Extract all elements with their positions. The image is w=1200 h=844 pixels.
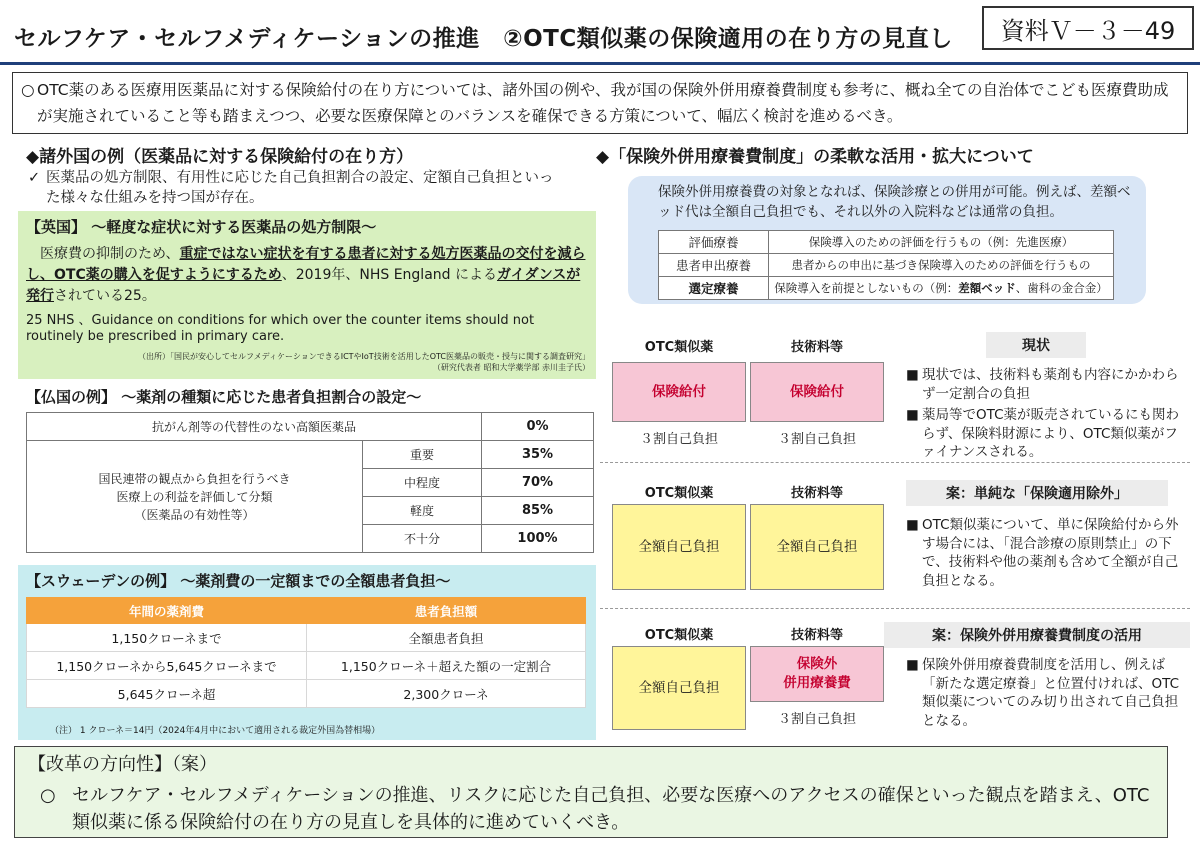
intro-bullet: ○ bbox=[21, 81, 35, 99]
scenario-1-otc-sub: ３割自己負担 bbox=[639, 432, 718, 447]
scenario-3-tech-line-1: 保険外 bbox=[796, 656, 838, 672]
scenario-2-tech-cell: 全額自己負担 bbox=[750, 504, 884, 590]
sweden-burden: 全額患者負担 bbox=[307, 624, 586, 652]
mixed-care-table bbox=[658, 230, 1114, 300]
square-bullet-icon: ■ bbox=[906, 367, 919, 383]
france-level: 軽度 bbox=[363, 497, 482, 525]
sweden-table bbox=[26, 597, 586, 708]
intro-text: OTC薬のある医療用医薬品に対する保険給付の在り方については、諸外国の例や、我が国の保険外併用療養費制度も参考に、概ね全ての自治体でこども医療費助成が実施されていること等も踏まえつつ、必要な医療保障とのバランスを確保できる方策について、幅広く検討を進めるべき。 bbox=[37, 81, 1169, 125]
france-level: 重要 bbox=[363, 441, 482, 469]
check-icon: ✓ bbox=[28, 170, 41, 186]
scenario-3-title: 案：保険外併用療養費制度の活用 bbox=[884, 622, 1190, 648]
scenario-2-bullet-text: OTC類似薬について、単に保険給付から外す場合には、「混合診療の原則禁止」の下で、技術料や他の薬剤も含めて全額が自己負担となる。 bbox=[922, 517, 1179, 589]
page-title: セルフケア・セルフメディケーションの推進 ②OTC類似薬の保険適用の在り方の見直し bbox=[14, 26, 953, 52]
france-rate: 85% bbox=[482, 497, 594, 525]
square-bullet-icon: ■ bbox=[906, 407, 919, 423]
scenario-2-col-otc: OTC類似薬 bbox=[644, 486, 714, 501]
france-rate: 35% bbox=[482, 441, 594, 469]
reform-heading: 【改革の方向性】（案） bbox=[28, 754, 217, 775]
table-row bbox=[27, 680, 586, 708]
france-group-line-3: （医薬品の有効性等） bbox=[134, 507, 255, 522]
uk-source-line-2: （研究代表者 昭和大学薬学部 赤川圭子氏） bbox=[432, 363, 590, 372]
scenario-1-bullet bbox=[906, 406, 1184, 462]
scenario-3-bullet-text: 保険外併用療養費制度を活用し、例えば「新たな選定療養」と位置付ければ、OTC類似薬についてのみ切り出されて自己負担となる。 bbox=[922, 657, 1180, 729]
table-row bbox=[659, 277, 1114, 300]
sweden-burden: 1,150クローネ＋超えた額の一定割合 bbox=[307, 652, 586, 680]
sweden-burden: 2,300クローネ bbox=[307, 680, 586, 708]
table-row bbox=[27, 652, 586, 680]
france-group-label bbox=[27, 441, 363, 553]
uk-body bbox=[26, 244, 592, 307]
care-desc-bold: 差額ベッド bbox=[958, 281, 1016, 295]
care-kind: 選定療養 bbox=[659, 277, 769, 300]
table-header-row bbox=[27, 598, 586, 624]
foreign-summary-text: 医薬品の処方制限、有用性に応じた自己負担割合の設定、定額自己負担といった様々な仕組みを持つ国が存在。 bbox=[46, 170, 554, 206]
table-row bbox=[659, 254, 1114, 277]
scenario-1-bullet bbox=[906, 366, 1184, 403]
scenario-divider bbox=[600, 462, 1190, 463]
scenario-3-otc-cell: 全額自己負担 bbox=[612, 646, 746, 730]
scenario-3-col-tech: 技術料等 bbox=[790, 628, 843, 643]
care-desc: 保険導入のための評価を行うもの（例：先進医療） bbox=[769, 231, 1114, 254]
scenario-1-tech-sub: ３割自己負担 bbox=[777, 432, 856, 447]
mixed-care-text: 保険外併用療養費の対象となれば、保険診療との併用が可能。例えば、差額ベッド代は全額自己負担でも、それ以外の入院料などは通常の負担。 bbox=[658, 184, 1131, 220]
france-level: 中程度 bbox=[363, 469, 482, 497]
table-row bbox=[659, 231, 1114, 254]
scenario-3-bullet bbox=[906, 656, 1186, 730]
foreign-examples-summary bbox=[28, 168, 566, 208]
title-divider bbox=[0, 62, 1200, 65]
scenario-2-col-tech: 技術料等 bbox=[790, 486, 843, 501]
sweden-cost: 1,150クローネから5,645クローネまで bbox=[27, 652, 307, 680]
table-row bbox=[27, 441, 594, 469]
scenario-1-col-tech: 技術料等 bbox=[790, 340, 843, 355]
france-table bbox=[26, 412, 594, 553]
france-top-value: 0% bbox=[482, 413, 594, 441]
square-bullet-icon: ■ bbox=[906, 517, 919, 533]
france-rate: 100% bbox=[482, 525, 594, 553]
reform-text: セルフケア・セルフメディケーションの推進、リスクに応じた自己負担、必要な医療へのアクセスの確保といった観点を踏まえ、OTC類似薬に係る保険給付の在り方の見直しを具体的に進めていくべき。 bbox=[72, 785, 1150, 833]
uk-body-bold-1: 重症ではない症状を有する患者に対する処方医薬品の交付を減らし、OTC薬の購入を促すようにするため bbox=[26, 246, 586, 283]
scenario-2-bullet bbox=[906, 516, 1186, 590]
scenario-divider bbox=[600, 608, 1190, 609]
scenario-1-col-otc: OTC類似薬 bbox=[644, 340, 714, 355]
france-group-line-1: 国民連帯の観点から負担を行うべき bbox=[98, 471, 291, 486]
sweden-cost: 5,645クローネ超 bbox=[27, 680, 307, 708]
table-row bbox=[27, 413, 594, 441]
care-desc-part-2: 、歯科の金合金） bbox=[1015, 281, 1108, 295]
care-kind: 評価療養 bbox=[659, 231, 769, 254]
scenario-2-otc-cell: 全額自己負担 bbox=[612, 504, 746, 590]
square-bullet-icon: ■ bbox=[906, 657, 919, 673]
scenario-1-bullet-text: 現状では、技術料も薬剤も内容にかかわらず一定割合の負担 bbox=[922, 367, 1179, 402]
table-row bbox=[27, 624, 586, 652]
scenario-1-tech-cell: 保険給付 bbox=[750, 362, 884, 422]
reform-body bbox=[40, 782, 1160, 836]
scenario-1-bullet-text: 薬局等でOTC薬が販売されているにも関わらず、保険料財源により、OTC類似薬がファイナンスされる。 bbox=[922, 407, 1180, 460]
care-desc-part-1: 保険導入を前提としないもの（例： bbox=[774, 281, 959, 295]
foreign-examples-heading: ◆諸外国の例（医薬品に対する保険給付の在り方） bbox=[26, 147, 414, 167]
uk-body-text-1: 医療費の抑制のため、 bbox=[40, 246, 180, 262]
uk-source-line-1: （出所）「国民が安心してセルフメディケーションできるICTやIoT技術を活用したOTC医薬品の販売・授与に関する調査研究」 bbox=[138, 352, 590, 361]
care-desc: 患者からの申出に基づき保険導入のための評価を行うもの bbox=[769, 254, 1114, 277]
uk-heading: 【英国】 ～軽度な症状に対する医薬品の処方制限～ bbox=[26, 218, 377, 236]
reform-bullet: ○ bbox=[40, 785, 56, 806]
sweden-col-burden: 患者負担額 bbox=[307, 598, 586, 624]
uk-body-text-3: されている25。 bbox=[54, 288, 156, 304]
uk-body-text-2: 、2019年、NHS England による bbox=[281, 267, 497, 283]
document-id-badge: 資料Ｖ－３－49 bbox=[982, 6, 1194, 50]
sweden-heading: 【スウェーデンの例】 ～薬剤費の一定額までの全額患者負担～ bbox=[26, 572, 451, 590]
uk-source bbox=[130, 351, 590, 373]
scenario-3-tech-cell bbox=[750, 646, 884, 702]
scenario-3-tech-sub: ３割自己負担 bbox=[777, 712, 856, 727]
scenario-3-tech-line-2: 併用療養費 bbox=[783, 675, 851, 691]
france-group-line-2: 医療上の利益を評価して分類 bbox=[116, 489, 273, 504]
mixed-care-heading: ◆「保険外併用療養費制度」の柔軟な活用・拡大について bbox=[596, 147, 1034, 167]
scenario-2-title: 案：単純な「保険適用除外」 bbox=[906, 480, 1168, 506]
care-kind: 患者申出療養 bbox=[659, 254, 769, 277]
uk-body-bold-2: ガイダンスが発行 bbox=[26, 267, 581, 304]
scenario-1-otc-cell: 保険給付 bbox=[612, 362, 746, 422]
france-top-label: 抗がん剤等の代替性のない高額医薬品 bbox=[27, 413, 482, 441]
uk-reference: 25 NHS 、Guidance on conditions for which over the counter items should not routinely be prescribed in primary care. bbox=[26, 313, 535, 344]
france-level: 不十分 bbox=[363, 525, 482, 553]
sweden-col-cost: 年間の薬剤費 bbox=[27, 598, 307, 624]
intro-box bbox=[12, 72, 1188, 134]
care-desc bbox=[769, 277, 1114, 300]
scenario-1-title: 現状 bbox=[986, 332, 1086, 358]
scenario-3-col-otc: OTC類似薬 bbox=[644, 628, 714, 643]
france-heading: 【仏国の例】 ～薬剤の種類に応じた患者負担割合の設定～ bbox=[26, 388, 422, 406]
sweden-cost: 1,150クローネまで bbox=[27, 624, 307, 652]
sweden-note: （注） 1 クローネ＝14円（2024年4月中において適用される裁定外国為替相場） bbox=[50, 726, 381, 736]
france-rate: 70% bbox=[482, 469, 594, 497]
